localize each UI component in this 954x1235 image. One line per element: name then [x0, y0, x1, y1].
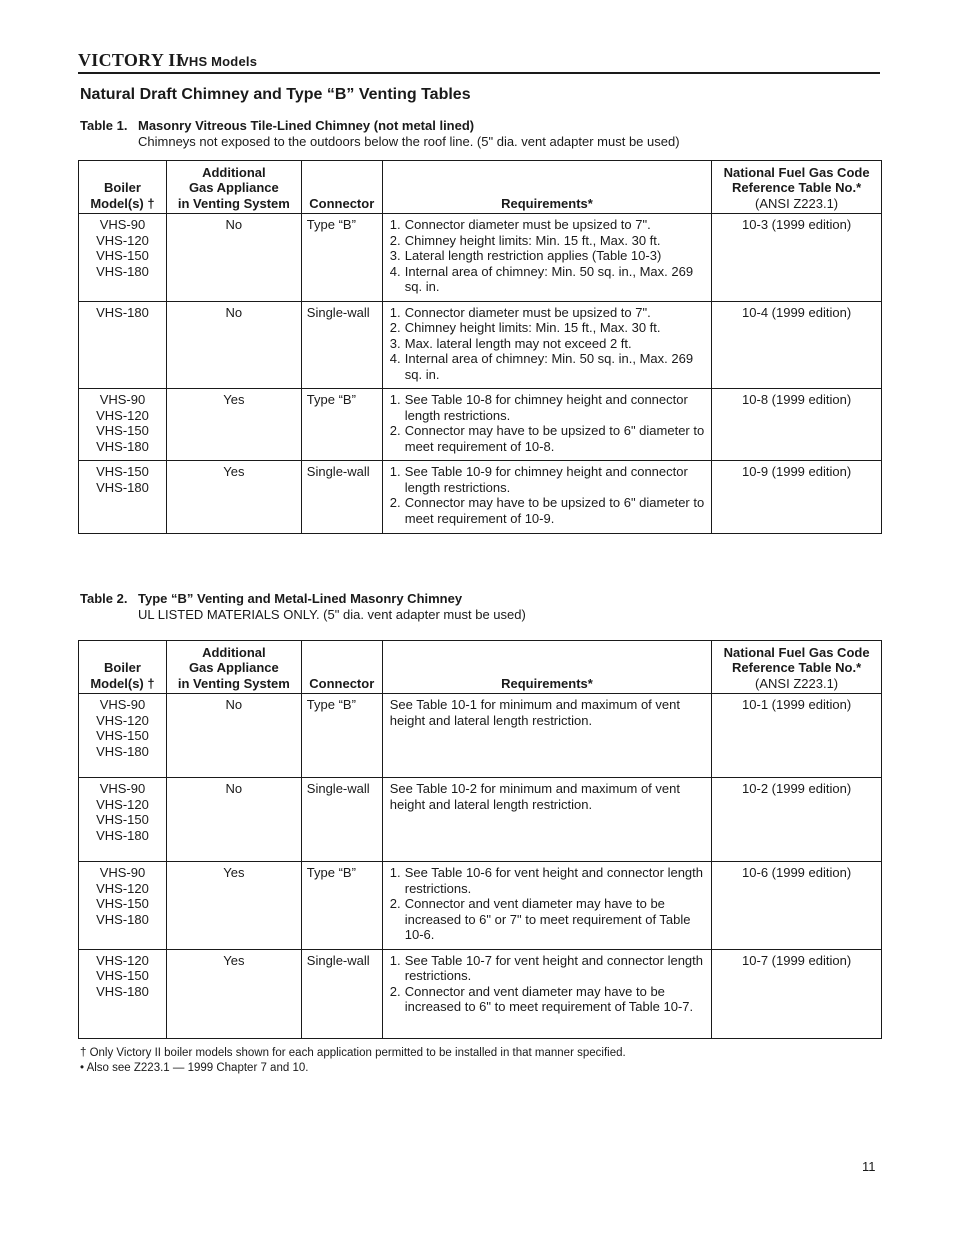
header-line: in Venting System: [177, 675, 290, 691]
col-requirements: Requirements*: [382, 161, 711, 214]
requirements-cell: [382, 862, 711, 950]
table-row: [79, 301, 882, 389]
header-line: in Venting System: [177, 195, 290, 211]
requirement-number: 4.: [389, 263, 401, 279]
col-requirements: Requirements*: [382, 641, 711, 694]
table1-caption: [80, 118, 474, 133]
requirement-item: [388, 423, 706, 454]
requirement-text: See Table 10-7 for vent height and connector length restrictions.: [404, 952, 704, 983]
requirement-text: Internal area of chimney: Min. 50 sq. in., Max. 269 sq. in.: [404, 263, 694, 294]
col-boiler-models: [79, 161, 167, 214]
model-name: VHS-150: [96, 248, 149, 263]
header-line: Additional: [202, 644, 266, 660]
page-header: [78, 50, 880, 74]
table-row: [79, 694, 882, 778]
requirements-cell: [382, 214, 711, 302]
header-line: Reference Table No.*: [732, 660, 862, 675]
table2-caption: [80, 591, 462, 606]
requirement-item: [388, 336, 706, 352]
header-line: Additional: [202, 164, 266, 180]
col-boiler-models: [79, 641, 167, 694]
model-name: VHS-180: [96, 263, 149, 279]
col-additional-appliance: [166, 641, 301, 694]
table-row: [79, 461, 882, 534]
col-connector: Connector: [301, 641, 382, 694]
requirements-list: [388, 865, 706, 943]
brand-name: VICTORY II: [78, 50, 183, 70]
section-title: Natural Draft Chimney and Type “B” Venting Tables: [80, 86, 471, 103]
requirement-item: [388, 464, 706, 495]
connector-cell: Type “B”: [301, 694, 382, 778]
requirement-text: See Table 10-1 for minimum and maximum of vent height and lateral length restriction.: [389, 697, 680, 728]
header-line: Boiler: [104, 180, 141, 195]
requirement-number: 1.: [389, 464, 401, 479]
footnote-bullet: • Also see Z223.1 — 1999 Chapter 7 and 10.: [80, 1062, 309, 1074]
model-name: VHS-90: [99, 392, 146, 407]
reference-cell: 10-3 (1999 edition): [712, 214, 882, 302]
requirements-cell: [382, 694, 711, 778]
requirement-number: 3.: [389, 248, 401, 263]
connector-cell: Single-wall: [301, 461, 382, 534]
model-name: VHS-180: [96, 743, 149, 759]
requirement-number: 2.: [389, 423, 401, 438]
header-models: VHS Models: [180, 54, 258, 69]
requirement-item: [388, 233, 706, 249]
connector-cell: Single-wall: [301, 949, 382, 1038]
model-name: VHS-180: [96, 983, 149, 999]
requirement-text: Connector diameter must be upsized to 7".: [404, 217, 651, 232]
model-name: VHS-150: [96, 728, 149, 743]
model-name: VHS-90: [99, 865, 146, 880]
requirements-cell: [382, 461, 711, 534]
table2-subtitle: UL LISTED MATERIALS ONLY. (5" dia. vent adapter must be used): [138, 607, 526, 622]
header-line: (ANSI Z223.1): [755, 675, 839, 691]
reference-cell: 10-7 (1999 edition): [712, 949, 882, 1038]
requirement-number: 2.: [389, 320, 401, 335]
models-cell: [79, 214, 167, 302]
connector-cell: Type “B”: [301, 389, 382, 461]
requirements-cell: [382, 778, 711, 862]
reference-cell: 10-1 (1999 edition): [712, 694, 882, 778]
requirement-number: 1.: [389, 952, 401, 968]
connector-cell: Type “B”: [301, 214, 382, 302]
connector-cell: Single-wall: [301, 778, 382, 862]
requirements-cell: [382, 301, 711, 389]
requirements-cell: [382, 949, 711, 1038]
col-nfgc-reference: [712, 161, 882, 214]
requirement-item: [388, 953, 706, 984]
requirement-item: [388, 896, 706, 943]
requirement-text: Lateral length restriction applies (Table 10-3): [404, 248, 662, 263]
model-name: VHS-120: [96, 796, 149, 812]
requirement-text: Connector diameter must be upsized to 7".: [404, 304, 651, 320]
header-line: Model(s) †: [90, 675, 155, 691]
reference-cell: 10-9 (1999 edition): [712, 461, 882, 534]
requirements-list: [388, 464, 706, 526]
additional-cell: No: [166, 301, 301, 389]
requirement-number: 2.: [389, 983, 401, 999]
table2-title: Type “B” Venting and Metal-Lined Masonry Chimney: [138, 591, 463, 606]
table2: [78, 640, 882, 1039]
requirement-item: [388, 392, 706, 423]
table1-number: Table 1.: [80, 118, 128, 133]
requirement-text: Connector may have to be upsized to 6" diameter to meet requirement of 10-8.: [404, 423, 705, 454]
additional-cell: Yes: [166, 389, 301, 461]
page-number: 11: [862, 1159, 876, 1174]
models-cell: [79, 389, 167, 461]
requirement-item: [388, 984, 706, 1015]
header-line: Model(s) †: [90, 195, 155, 211]
footnote-dagger: † Only Victory II boiler models shown for each application permitted to be installed in that manner specified.: [80, 1047, 626, 1059]
additional-cell: Yes: [166, 949, 301, 1038]
models-cell: [79, 862, 167, 950]
model-name: VHS-120: [96, 712, 149, 728]
reference-cell: 10-2 (1999 edition): [712, 778, 882, 862]
requirement-number: 1.: [389, 865, 401, 880]
requirement-item: [388, 305, 706, 321]
model-name: VHS-180: [96, 911, 149, 927]
header-line: Gas Appliance: [188, 660, 279, 675]
reference-cell: 10-4 (1999 edition): [712, 301, 882, 389]
col-additional-appliance: [166, 161, 301, 214]
table1-subtitle: Chimneys not exposed to the outdoors below the roof line. (5" dia. vent adapter must be used): [138, 134, 680, 149]
model-name: VHS-150: [96, 968, 149, 983]
requirement-item: [388, 320, 706, 336]
requirement-number: 4.: [389, 351, 401, 366]
header-line: National Fuel Gas Code: [723, 164, 870, 180]
header-line: Boiler: [104, 660, 141, 675]
requirements-list: [388, 305, 706, 383]
model-name: VHS-90: [99, 697, 146, 712]
header-line: (ANSI Z223.1): [755, 195, 839, 211]
requirement-item: [388, 248, 706, 264]
model-name: VHS-150: [96, 464, 149, 479]
requirement-item: [388, 495, 706, 526]
col-connector: Connector: [301, 161, 382, 214]
requirement-number: 2.: [389, 896, 401, 911]
model-name: VHS-180: [96, 827, 149, 843]
table-row: [79, 949, 882, 1038]
models-cell: [79, 949, 167, 1038]
model-name: VHS-180: [96, 479, 149, 495]
requirement-text: Internal area of chimney: Min. 50 sq. in., Max. 269 sq. in.: [404, 351, 694, 382]
model-name: VHS-90: [99, 217, 146, 232]
models-cell: [79, 461, 167, 534]
requirement-text: Max. lateral length may not exceed 2 ft.: [404, 335, 632, 351]
requirement-item: [388, 865, 706, 896]
requirements-cell: [382, 389, 711, 461]
table-row: [79, 778, 882, 862]
requirement-number: 1.: [389, 217, 401, 232]
header-line: National Fuel Gas Code: [723, 644, 870, 660]
table-row: [79, 389, 882, 461]
model-name: VHS-180: [96, 438, 149, 454]
requirement-number: 3.: [389, 335, 401, 351]
header-row: [79, 641, 882, 694]
requirement-text: See Table 10-9 for chimney height and connector length restrictions.: [404, 464, 688, 495]
model-name: VHS-90: [99, 781, 146, 796]
model-name: VHS-120: [96, 232, 149, 248]
table-row: [79, 214, 882, 302]
additional-cell: Yes: [166, 461, 301, 534]
requirement-text: See Table 10-6 for vent height and connector length restrictions.: [404, 865, 704, 896]
additional-cell: No: [166, 214, 301, 302]
requirement-text: Chimney height limits: Min. 15 ft., Max. 30 ft.: [404, 320, 661, 335]
header-line: Reference Table No.*: [732, 180, 862, 195]
table2-number: Table 2.: [80, 591, 128, 606]
requirements-list: [388, 392, 706, 454]
reference-cell: 10-8 (1999 edition): [712, 389, 882, 461]
model-name: VHS-120: [96, 952, 149, 968]
models-cell: [79, 778, 167, 862]
requirement-item: [388, 351, 706, 382]
model-name: VHS-150: [96, 812, 149, 827]
additional-cell: No: [166, 778, 301, 862]
requirements-list: [388, 953, 706, 1015]
requirement-text: Connector and vent diameter may have to be increased to 6" to meet requirement of Table 10-7.: [404, 983, 694, 1014]
model-name: VHS-150: [96, 896, 149, 911]
requirements-list: [388, 217, 706, 295]
requirement-number: 2.: [389, 232, 401, 248]
requirement-text: See Table 10-2 for minimum and maximum of vent height and lateral length restriction.: [389, 781, 680, 812]
additional-cell: No: [166, 694, 301, 778]
header-line: Gas Appliance: [188, 180, 279, 195]
connector-cell: Single-wall: [301, 301, 382, 389]
requirement-number: 2.: [389, 495, 401, 510]
model-name: VHS-120: [96, 880, 149, 896]
requirement-number: 1.: [389, 304, 401, 320]
table1: [78, 160, 882, 534]
requirement-number: 1.: [389, 392, 401, 407]
requirement-text: Connector may have to be upsized to 6" diameter to meet requirement of 10-9.: [404, 495, 705, 526]
additional-cell: Yes: [166, 862, 301, 950]
models-cell: [79, 301, 167, 389]
model-name: VHS-180: [96, 304, 149, 320]
reference-cell: 10-6 (1999 edition): [712, 862, 882, 950]
table-row: [79, 862, 882, 950]
requirement-item: [388, 217, 706, 233]
requirement-text: See Table 10-8 for chimney height and connector length restrictions.: [404, 392, 688, 423]
requirement-text: Chimney height limits: Min. 15 ft., Max. 30 ft.: [404, 232, 661, 248]
requirement-text: Connector and vent diameter may have to be increased to 6" or 7" to meet requirement of Table 10-6.: [404, 896, 691, 942]
col-nfgc-reference: [712, 641, 882, 694]
models-cell: [79, 694, 167, 778]
requirement-item: [388, 264, 706, 295]
connector-cell: Type “B”: [301, 862, 382, 950]
model-name: VHS-150: [96, 423, 149, 438]
header-row: [79, 161, 882, 214]
table1-title: Masonry Vitreous Tile-Lined Chimney (not metal lined): [138, 118, 475, 133]
model-name: VHS-120: [96, 407, 149, 423]
